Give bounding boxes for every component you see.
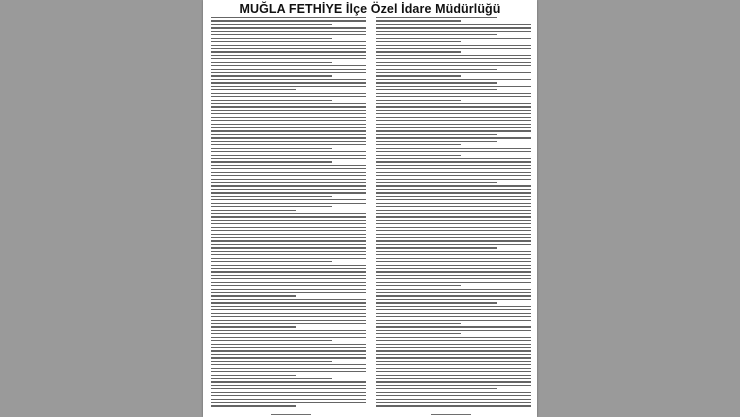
text-line xyxy=(376,306,531,307)
text-line xyxy=(211,213,366,214)
text-line xyxy=(376,185,531,186)
text-line xyxy=(376,206,531,207)
text-line xyxy=(376,89,497,90)
text-line xyxy=(376,27,531,28)
text-line xyxy=(211,141,366,142)
text-line xyxy=(376,323,461,324)
text-line xyxy=(211,155,366,156)
text-line xyxy=(376,354,531,355)
text-line xyxy=(211,323,366,324)
text-line xyxy=(376,368,531,369)
text-line xyxy=(211,395,366,396)
text-line xyxy=(211,82,366,83)
text-line xyxy=(211,247,366,248)
text-line xyxy=(211,385,366,386)
text-line xyxy=(376,199,531,200)
text-line xyxy=(211,237,366,238)
text-line xyxy=(376,45,531,46)
text-line xyxy=(376,96,531,97)
text-line xyxy=(211,375,296,376)
text-line xyxy=(376,216,531,217)
text-line xyxy=(376,65,531,66)
text-line xyxy=(376,275,531,276)
text-line xyxy=(211,100,332,101)
text-line xyxy=(376,230,531,231)
text-line xyxy=(376,271,531,272)
text-line xyxy=(376,265,531,266)
text-line xyxy=(376,371,531,372)
text-line xyxy=(211,196,332,197)
text-line xyxy=(211,285,366,286)
text-line xyxy=(376,385,531,386)
text-line xyxy=(376,79,531,80)
text-line xyxy=(376,82,497,83)
text-line xyxy=(211,106,366,107)
text-line xyxy=(376,309,531,310)
text-line xyxy=(211,179,366,180)
text-line xyxy=(211,134,366,135)
text-line xyxy=(376,158,531,159)
text-line xyxy=(376,148,531,149)
text-line xyxy=(376,399,531,400)
text-line xyxy=(376,261,531,262)
text-line xyxy=(211,72,366,73)
text-line xyxy=(211,41,366,42)
text-line xyxy=(211,31,366,32)
text-line xyxy=(376,258,531,259)
text-line xyxy=(376,405,531,406)
notice-column-right xyxy=(376,17,531,413)
text-line xyxy=(376,58,531,59)
text-line xyxy=(376,247,497,248)
text-line xyxy=(376,51,461,52)
text-line xyxy=(376,137,531,138)
text-line xyxy=(376,192,531,193)
text-line xyxy=(211,161,332,162)
text-line xyxy=(376,337,531,338)
text-line xyxy=(211,192,366,193)
text-line xyxy=(376,282,531,283)
text-line xyxy=(376,55,531,56)
text-line xyxy=(211,62,332,63)
text-line xyxy=(376,20,461,21)
text-line xyxy=(376,24,531,25)
text-line xyxy=(376,106,531,107)
text-line xyxy=(376,326,531,327)
text-line xyxy=(211,165,366,166)
text-line xyxy=(211,34,366,35)
text-line xyxy=(376,120,531,121)
text-line xyxy=(376,344,531,345)
text-line xyxy=(376,168,531,169)
text-line xyxy=(211,86,366,87)
text-line xyxy=(376,395,531,396)
text-line xyxy=(211,344,366,345)
text-line xyxy=(376,113,531,114)
text-line xyxy=(211,333,366,334)
text-line xyxy=(211,268,366,269)
text-line xyxy=(376,299,531,300)
text-line xyxy=(211,258,366,259)
text-line xyxy=(211,137,366,138)
text-line xyxy=(211,216,366,217)
text-line xyxy=(211,227,366,228)
text-line xyxy=(376,313,531,314)
text-line xyxy=(376,254,531,255)
text-line xyxy=(211,357,366,358)
text-line xyxy=(376,86,531,87)
text-line xyxy=(211,347,366,348)
text-line xyxy=(376,234,531,235)
text-line xyxy=(376,333,461,334)
text-line xyxy=(211,244,366,245)
text-line xyxy=(211,55,366,56)
text-line xyxy=(211,199,366,200)
text-line xyxy=(376,38,531,39)
text-line xyxy=(211,378,332,379)
text-line xyxy=(211,265,366,266)
text-line xyxy=(376,361,531,362)
text-line xyxy=(376,357,531,358)
text-line xyxy=(211,203,366,204)
text-line xyxy=(211,124,366,125)
text-line xyxy=(211,354,366,355)
text-line xyxy=(211,405,296,406)
text-line xyxy=(211,230,366,231)
text-line xyxy=(376,182,497,183)
notice-footer xyxy=(211,414,531,415)
text-line xyxy=(211,189,366,190)
text-line xyxy=(211,89,296,90)
text-line xyxy=(211,158,366,159)
text-line xyxy=(376,62,531,63)
text-line xyxy=(211,206,332,207)
text-line xyxy=(211,130,366,131)
text-line xyxy=(211,45,366,46)
text-line xyxy=(211,210,296,211)
text-line xyxy=(376,285,461,286)
text-line xyxy=(211,302,366,303)
text-line xyxy=(376,100,461,101)
text-line xyxy=(211,148,332,149)
text-line xyxy=(211,254,366,255)
text-line xyxy=(376,179,531,180)
text-line xyxy=(211,185,366,186)
text-line xyxy=(211,27,366,28)
text-line xyxy=(211,234,366,235)
text-line xyxy=(211,48,366,49)
text-line xyxy=(376,292,531,293)
text-line xyxy=(376,165,531,166)
text-line xyxy=(376,155,461,156)
text-line xyxy=(211,127,366,128)
text-line xyxy=(376,378,531,379)
text-line xyxy=(211,271,366,272)
text-line xyxy=(211,51,366,52)
text-line xyxy=(376,302,497,303)
text-line xyxy=(211,20,366,21)
text-line xyxy=(211,38,332,39)
text-line xyxy=(211,172,366,173)
text-line xyxy=(376,364,531,365)
text-line xyxy=(376,141,497,142)
text-line xyxy=(211,175,366,176)
text-line xyxy=(211,340,332,341)
text-line xyxy=(376,117,531,118)
text-line xyxy=(376,295,531,296)
text-line xyxy=(211,240,366,241)
text-line xyxy=(376,161,531,162)
text-line xyxy=(376,69,497,70)
text-line xyxy=(211,316,366,317)
notice-column-left xyxy=(211,17,366,413)
text-line xyxy=(211,113,366,114)
text-line xyxy=(211,350,366,351)
text-line xyxy=(376,175,531,176)
notice-body xyxy=(211,17,531,413)
text-line xyxy=(211,69,366,70)
text-line xyxy=(376,103,531,104)
text-line xyxy=(376,237,531,238)
notice-page xyxy=(203,0,537,417)
text-line xyxy=(211,65,366,66)
text-line xyxy=(376,189,531,190)
text-line xyxy=(376,392,531,393)
text-line xyxy=(376,196,531,197)
text-line xyxy=(376,340,531,341)
text-line xyxy=(211,79,366,80)
text-line xyxy=(211,96,366,97)
text-line xyxy=(211,399,366,400)
text-line xyxy=(211,282,366,283)
text-line xyxy=(376,381,531,382)
text-line xyxy=(211,295,296,296)
text-line xyxy=(376,388,497,389)
text-line xyxy=(376,17,497,18)
text-line xyxy=(211,75,332,76)
text-line xyxy=(211,110,366,111)
text-line xyxy=(211,223,366,224)
text-line xyxy=(376,213,531,214)
text-line xyxy=(211,251,366,252)
text-line xyxy=(376,350,531,351)
text-line xyxy=(211,392,366,393)
text-line xyxy=(376,124,531,125)
text-line xyxy=(211,371,366,372)
text-line xyxy=(211,24,332,25)
text-line xyxy=(376,48,531,49)
text-line xyxy=(376,320,531,321)
text-line xyxy=(211,313,366,314)
text-line xyxy=(211,93,366,94)
text-line xyxy=(211,168,366,169)
text-line xyxy=(376,402,531,403)
text-line xyxy=(211,337,366,338)
text-line xyxy=(376,240,531,241)
text-line xyxy=(376,41,461,42)
text-line xyxy=(211,381,366,382)
text-line xyxy=(376,244,531,245)
footer-line xyxy=(271,414,311,415)
text-line xyxy=(376,172,531,173)
text-line xyxy=(211,151,366,152)
text-line xyxy=(376,93,531,94)
footer-line xyxy=(431,414,471,415)
text-line xyxy=(376,330,531,331)
text-line xyxy=(376,127,531,128)
text-line xyxy=(211,368,366,369)
text-line xyxy=(376,278,531,279)
text-line xyxy=(211,58,366,59)
text-line xyxy=(376,72,531,73)
notice-title: MUĞLA FETHİYE İlçe Özel İdare Müdürlüğü xyxy=(239,2,501,16)
text-line xyxy=(211,309,366,310)
text-line xyxy=(376,289,531,290)
text-line xyxy=(376,31,531,32)
text-line xyxy=(376,75,461,76)
text-line xyxy=(376,34,497,35)
text-line xyxy=(211,182,366,183)
text-line xyxy=(211,364,366,365)
text-line xyxy=(376,144,461,145)
text-line xyxy=(211,361,332,362)
text-line xyxy=(211,299,366,300)
text-line xyxy=(211,388,366,389)
text-line xyxy=(211,278,366,279)
text-line xyxy=(211,289,366,290)
text-line xyxy=(211,402,366,403)
text-line xyxy=(376,268,531,269)
text-line xyxy=(376,130,531,131)
text-line xyxy=(376,223,531,224)
text-line xyxy=(211,120,366,121)
text-line xyxy=(211,117,366,118)
text-line xyxy=(376,220,531,221)
text-line xyxy=(376,251,531,252)
text-line xyxy=(376,375,531,376)
text-line xyxy=(211,261,332,262)
text-line xyxy=(211,103,366,104)
text-line xyxy=(376,151,531,152)
text-line xyxy=(211,326,296,327)
text-line xyxy=(376,347,531,348)
text-line xyxy=(211,330,366,331)
text-line xyxy=(376,316,531,317)
text-line xyxy=(376,227,531,228)
text-line xyxy=(211,306,366,307)
text-line xyxy=(376,134,497,135)
text-line xyxy=(376,203,531,204)
text-line xyxy=(211,292,366,293)
text-line xyxy=(376,210,531,211)
text-line xyxy=(211,17,366,18)
text-line xyxy=(211,275,366,276)
text-line xyxy=(376,110,531,111)
text-line xyxy=(211,220,366,221)
text-line xyxy=(211,320,366,321)
text-line xyxy=(211,144,366,145)
